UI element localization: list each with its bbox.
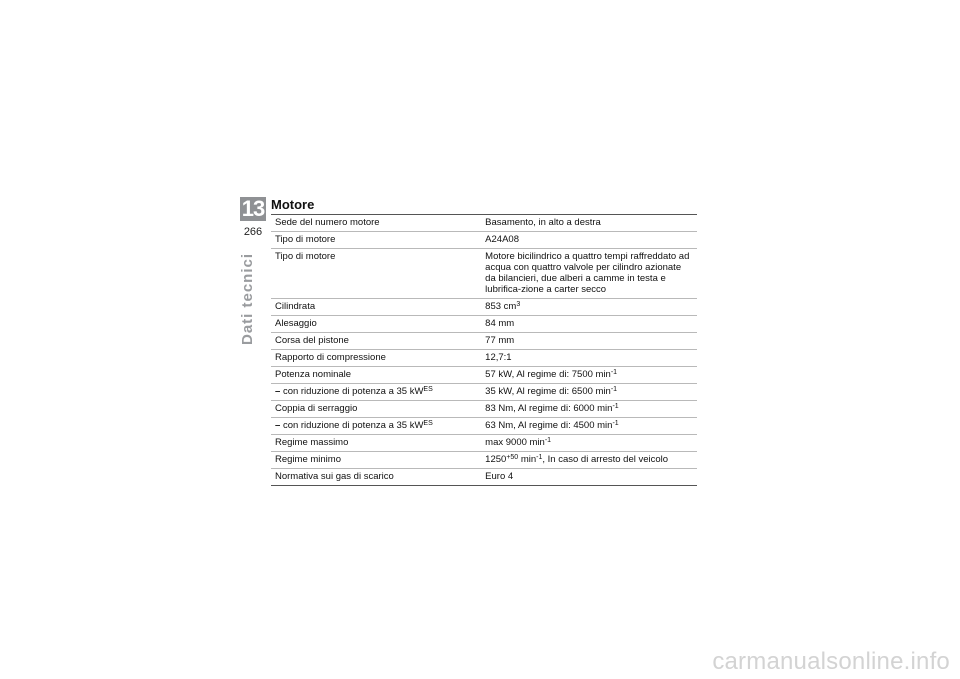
spec-label: Corsa del pistone: [271, 333, 481, 350]
chapter-number-tab: 13: [241, 196, 265, 221]
table-row: [271, 452, 697, 469]
table-row: [271, 215, 697, 232]
table-row: [271, 367, 697, 384]
table-row: [271, 401, 697, 418]
spec-value: max 9000 $\min^{-1}$: [481, 435, 697, 452]
spec-label: Sede del numero motore: [271, 215, 481, 232]
spec-label: Regime massimo: [271, 435, 481, 452]
spec-value: 77 mm: [481, 333, 697, 350]
section-side-title: Dati tecnici: [239, 252, 256, 345]
site-watermark: carmanualsonline.info: [712, 648, 950, 675]
table-row: [271, 316, 697, 333]
table-row: [271, 350, 697, 367]
spec-label: Alesaggio: [271, 316, 481, 333]
table-row: [271, 418, 697, 435]
spec-value: Basamento, in alto a destra: [481, 215, 697, 232]
dash-bullet: –: [275, 386, 281, 397]
spec-value: 12,7:1: [481, 350, 697, 367]
spec-value: 83 Nm, Al regime di: 6000 $\min^{-1}$: [481, 401, 697, 418]
engine-spec-table: [271, 214, 697, 486]
spec-value: 63 Nm, Al regime di: 4500 $\min^{-1}$: [481, 418, 697, 435]
spec-value: Motore bicilindrico a quattro tempi raffreddato ad acqua con quattro valvole per cilindro azionate da bilancieri, due alberi a camme in testa e lubrifica-zione a carter secco: [481, 249, 697, 299]
spec-value: 853 $cm^3$: [481, 299, 697, 316]
spec-value: 35 kW, Al regime di: 6500 $\min^{-1}$: [481, 384, 697, 401]
spec-value: $1250^{+50}$ $\min^{-1}$, In caso di arresto del veicolo: [481, 452, 697, 469]
spec-value: 57 kW, Al regime di: 7500 $\min^{-1}$: [481, 367, 697, 384]
spec-label: Coppia di serraggio: [271, 401, 481, 418]
spec-label: Potenza nominale: [271, 367, 481, 384]
spec-label: – con riduzione di potenza a 35 $kW^{ES}$: [271, 418, 481, 435]
spec-value: 84 mm: [481, 316, 697, 333]
table-row: [271, 232, 697, 249]
spec-label: Normativa sui gas di scarico: [271, 469, 481, 486]
spec-label: Regime minimo: [271, 452, 481, 469]
spec-label: Tipo di motore: [271, 249, 481, 299]
table-row: [271, 249, 697, 299]
table-row: [271, 384, 697, 401]
spec-label: Tipo di motore: [271, 232, 481, 249]
spec-value: A24A08: [481, 232, 697, 249]
spec-label: Cilindrata: [271, 299, 481, 316]
section-heading: Motore: [271, 197, 315, 212]
table-row: [271, 469, 697, 486]
table-row: [271, 333, 697, 350]
table-row: [271, 435, 697, 452]
dash-bullet: –: [275, 420, 281, 431]
table-row: [271, 299, 697, 316]
spec-label: Rapporto di compressione: [271, 350, 481, 367]
spec-value: Euro 4: [481, 469, 697, 486]
spec-label: – con riduzione di potenza a 35 $kW^{ES}$: [271, 384, 481, 401]
page-number: 266: [243, 226, 263, 238]
